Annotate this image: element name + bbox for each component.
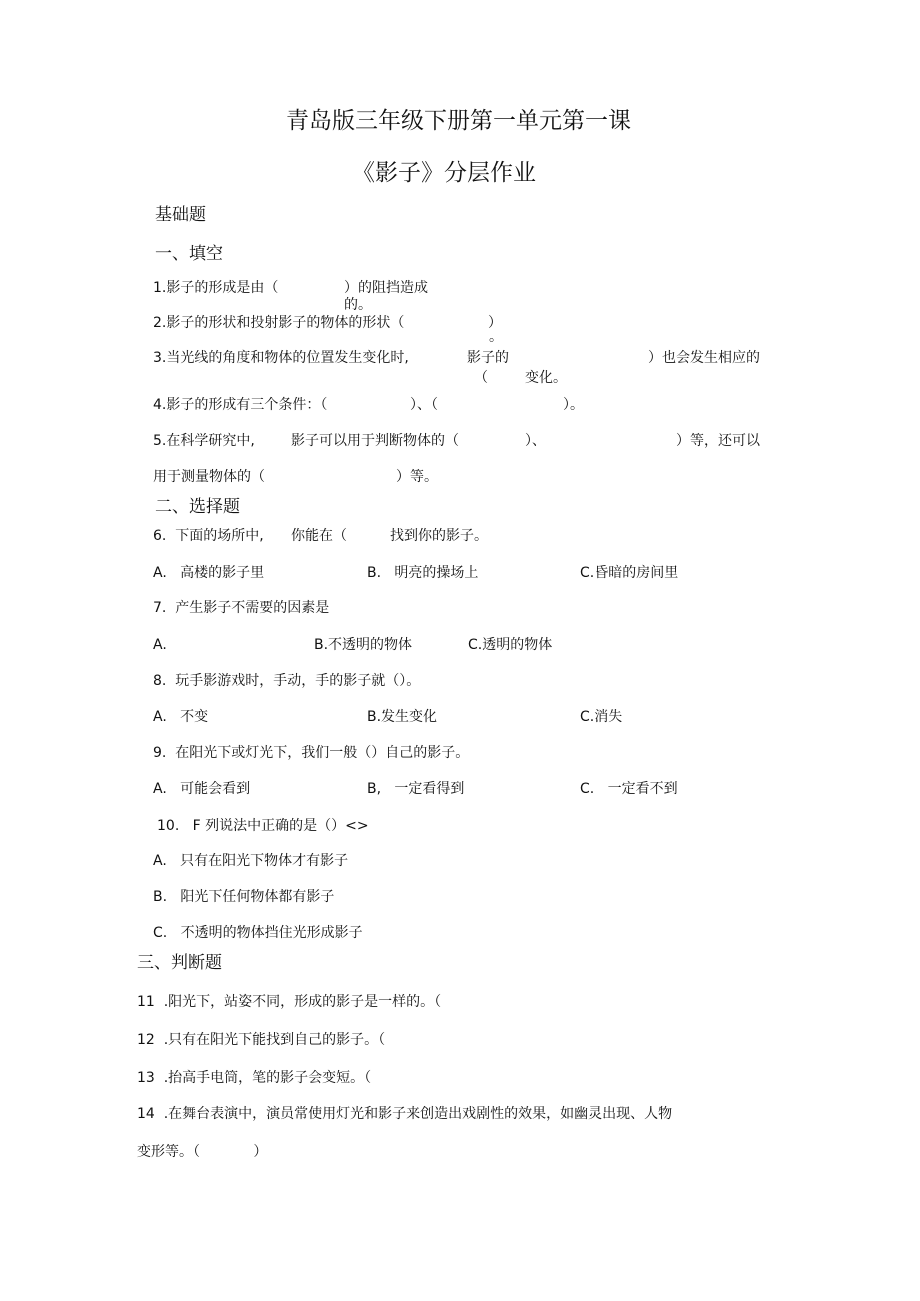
q6-option-b: B. 明亮的操场上 bbox=[367, 565, 479, 581]
q7-option-c: C.透明的物体 bbox=[468, 637, 553, 653]
q13-text: 13 .抬高手电筒，笔的影子会变短。（ bbox=[137, 1070, 372, 1086]
q14-text: 变形等。（ ） bbox=[137, 1144, 268, 1160]
q6-option-c: C.昏暗的房间里 bbox=[580, 565, 679, 581]
q5-text: 5.在科学研究中, bbox=[153, 433, 255, 449]
level-heading: 基础题 bbox=[155, 205, 206, 225]
q5-text: 用于测量物体的（ bbox=[153, 469, 265, 485]
q3-text: 3.当光线的角度和物体的位置发生变化时, bbox=[153, 350, 409, 366]
q9-option-b: B, 一定看得到 bbox=[367, 781, 465, 797]
q12-text: 12 .只有在阳光下能找到自己的影子。（ bbox=[137, 1032, 386, 1048]
q10-option-b: B. 阳光下任何物体都有影子 bbox=[153, 889, 335, 905]
q8-option-c: C.消失 bbox=[580, 709, 623, 725]
q2-text: 2.影子的形状和投射影子的物体的形状（ bbox=[153, 315, 405, 331]
q4-text: 4.影子的形成有三个条件：（ bbox=[153, 397, 328, 413]
q8-text: 8. 玩手影游戏时，手动，手的影子就（）。 bbox=[153, 673, 421, 689]
q4-text: ）。 bbox=[563, 397, 584, 413]
q6-text: 6. 下面的场所中, bbox=[153, 528, 264, 544]
q10-option-c: C. 不透明的物体挡住光形成影子 bbox=[153, 925, 363, 941]
q9-option-a: A. 可能会看到 bbox=[153, 781, 251, 797]
q7-option-a: A. bbox=[153, 637, 167, 653]
q6-text: 你能在（ bbox=[291, 528, 347, 544]
q3-text: 影子的 bbox=[467, 350, 509, 366]
q10-text: 10. F 列说法中正确的是（）<> bbox=[157, 818, 369, 834]
q7-text: 7. 产生影子不需要的因素是 bbox=[153, 600, 330, 616]
q1-text: ）的阻挡造成 bbox=[344, 280, 428, 296]
section-multiple-choice: 二、选择题 bbox=[155, 497, 240, 517]
q14-text: 14 .在舞台表演中，演员常使用灯光和影子来创造出戏剧性的效果，如幽灵出现、人物 bbox=[137, 1106, 673, 1122]
q6-option-a: A. 高楼的影子里 bbox=[153, 565, 265, 581]
q7-option-b: B.不透明的物体 bbox=[314, 637, 413, 653]
page-subtitle: 《影子》分层作业 bbox=[352, 160, 536, 186]
q3-text: （ bbox=[474, 370, 488, 386]
q5-text: ）、 bbox=[525, 433, 546, 449]
q1-text: 1.影子的形成是由（ bbox=[153, 280, 279, 296]
q2-text: 。 bbox=[489, 329, 503, 345]
section-fill-blank: 一、填空 bbox=[155, 244, 223, 264]
q8-option-a: A. 不变 bbox=[153, 709, 209, 725]
q8-option-b: B.发生变化 bbox=[367, 709, 438, 725]
q11-text: 11 .阳光下，站姿不同，形成的影子是一样的。（ bbox=[137, 994, 442, 1010]
q5-text: ）等，还可以 bbox=[676, 433, 760, 449]
q9-text: 9. 在阳光下或灯光下，我们一般（）自己的影子。 bbox=[153, 745, 470, 761]
q5-text: 影子可以用于判断物体的（ bbox=[291, 433, 459, 449]
page-title: 青岛版三年级下册第一单元第一课 bbox=[286, 108, 631, 134]
section-true-false: 三、判断题 bbox=[137, 953, 222, 973]
q1-text: 的。 bbox=[344, 297, 372, 313]
q5-text: ）等。 bbox=[396, 469, 438, 485]
q6-text: 找到你的影子。 bbox=[390, 528, 488, 544]
q4-text: ）、（ bbox=[410, 397, 438, 413]
q2-text: ） bbox=[488, 315, 502, 331]
q3-text: 变化。 bbox=[525, 370, 567, 386]
q9-option-c: C. 一定看不到 bbox=[580, 781, 678, 797]
q3-text: ）也会发生相应的 bbox=[648, 350, 760, 366]
q10-option-a: A. 只有在阳光下物体才有影子 bbox=[153, 853, 349, 869]
